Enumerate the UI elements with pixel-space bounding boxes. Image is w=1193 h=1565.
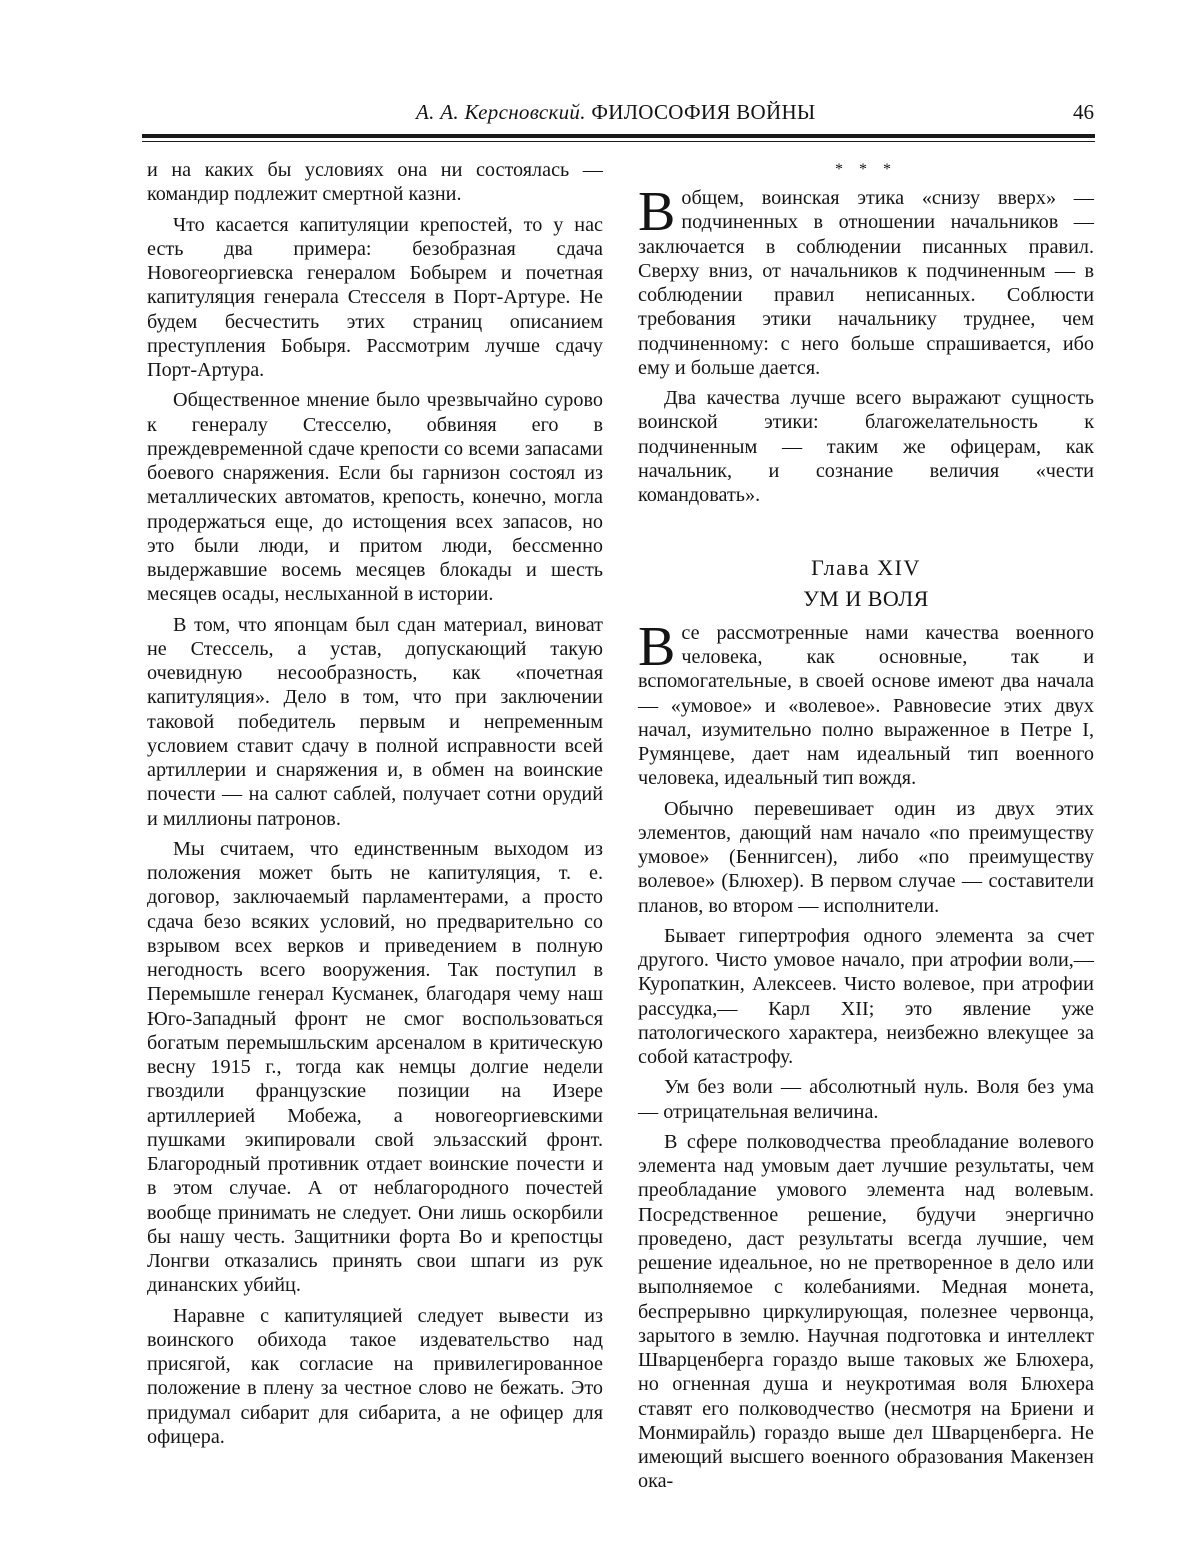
paragraph: Ум без воли — абсолютный нуль. Воля без ума — отрицательная величина. (638, 1076, 1094, 1123)
paragraph: Два качества лучше всего выражают сущность воинской этики: благожелательность к подчиненным — таким же офицерам, как начальник, и сознание величия «чести командовать». (638, 387, 1094, 506)
running-header (146, 100, 1094, 130)
drop-cap: В (638, 181, 676, 243)
paragraph-text: общем, воинская этика «снизу вверх» — подчиненных в отношении начальников — заключается в соблюдении писанных правил. Сверху вниз, от начальников к подчиненным — в соблюдении правил неписанных. Соблюсти требования этики начальнику труднее, чем подчиненному: с него больше спрашивается, ибо ему и больше дается. (638, 187, 1094, 379)
paragraph: В том, что японцам был сдан материал, виноват не Стессель, а устав, допускающий такую очевидную несообразность, как «почетная капитуляция». Дело в том, что при заключении таковой победитель первым и непременным условием ставит сдачу в полной исправности всей артиллерии и снаряжения и, в обмен на воинские почести — на салют саблей, получает сотни орудий и миллионы патронов. (147, 613, 603, 830)
left-column (147, 158, 603, 1455)
paragraph-with-dropcap (638, 615, 1094, 791)
chapter-number: Глава XIV (811, 555, 921, 581)
paragraph: Наравне с капитуляцией следует вывести из воинского обихода такое издевательство над присягой, как согласие на привилегированное положение в плену за честное слово не бежать. Это придумал сибарит для сибарита, а не офицер для офицера. (147, 1304, 603, 1448)
header-rule-thin (142, 141, 1095, 142)
chapter-title: УМ И ВОЛЯ (803, 585, 929, 611)
paragraph-text: се рассмотренные нами качества военного человека, как основные, так и вспомогательные, в своей основе имеют два начала— «умовое» и «волевое». Равновесие этих двух начал, изумительно полно выраженное в Петре I, Румянцеве, дает нам идеальный тип военного человека, идеальный тип вождя. (638, 621, 1094, 790)
paragraph: Что касается капитуляции крепостей, то у нас есть два примера: безобразная сдача Новогеоргиевска генералом Бобырем и почетная капитуляция генерала Стесселя в Порт-Артуре. Не будем бесчестить этих страниц описанием преступления Бобыря. Рассмотрим лучше сдачу Порт-Артура. (147, 213, 603, 381)
header-title (416, 100, 816, 125)
section-separator: * * * (835, 161, 897, 178)
paragraph: В сфере полководчества преобладание волевого элемента над умовым дает лучшие результаты, чем преобладание умового элемента над волевым. Посредственное решение, будучи энергично проведено, даст результаты всегда лучшие, чем решение идеальное, но не претворенное в дело или выполняемое с колебаниями. Медная монета, беспрерывно циркулирующая, полезнее червонца, зарытого в землю. Научная подготовка и интеллект Шварценберга гораздо выше таковых же Блюхера, но огненная душа и неукротимая воля Блюхера ставят его полководчество (несмотря на Бриени и Монмирайль) гораздо выше дел Шварценберга. Не имеющий высшего военного образования Макензен ока- (638, 1130, 1094, 1493)
paragraph: и на каких бы условиях она ни состоялась — командир подлежит смертной казни. (147, 159, 603, 206)
paragraph: Мы считаем, что единственным выходом из положения может быть не капитуляция, т. е. договор, заключаемый парламентерами, а просто сдача безо всяких условий, но предварительно со взрывом всех верков и приведением в полную негодность всего вооружения. Так поступил в Перемышле генерал Кусманек, благодаря чему наш Юго-Западный фронт не смог воспользоваться богатым перемышльским арсеналом в критическую весну 1915 г., тогда как немцы долгие недели гвоздили французские позиции на Изере артиллерией Мобежа, а новогеоргиевскими пушками экипировали свой эльзасский фронт. Благородный противник отдает воинские почести и в этом случае. А от неблагородного почестей вообще принимать не следует. Они лишь оскорбили бы нашу честь. Защитники форта Во и крепостцы Лонгви отказались принять свои шпаги из рук динанских убийц. (147, 837, 603, 1297)
paragraph: Обычно перевешивает один из двух этих элементов, дающий нам начало «по преимуществу умовое» (Беннигсен), либо «по преимуществу волевое» (Блюхер). В первом случае — составители планов, во втором — исполнители. (638, 797, 1094, 917)
right-column (638, 158, 1094, 1500)
paragraph: Бывает гипертрофия одного элемента за счет другого. Чисто умовое начало, при атрофии воли,— Куропаткин, Алексеев. Чисто волевое, при атрофии рассудка,— Карл XII; это явление уже патологического характера, неизбежно влекущее за собой катастрофу. (638, 924, 1094, 1068)
paragraph: Общественное мнение было чрезвычайно сурово к генералу Стесселю, обвиняя его в преждевременной сдаче крепости со всеми запасами боевого снаряжения. Если бы гарнизон состоял из металлических автоматов, крепость, конечно, могла продержаться еще, до истощения всех запасов, но это были люди, и притом люди, бессменно выдержавшие восемь месяцев блокады и шесть месяцев осады, неслыханной в истории. (147, 389, 603, 606)
paragraph-with-dropcap (638, 181, 1094, 380)
page-number: 46 (1073, 100, 1094, 124)
drop-cap: В (638, 615, 676, 678)
header-book-title: ФИЛОСОФИЯ ВОЙНЫ (591, 100, 816, 124)
header-author: А. А. Керсновский. (416, 100, 586, 124)
header-rule-thick (142, 134, 1095, 138)
